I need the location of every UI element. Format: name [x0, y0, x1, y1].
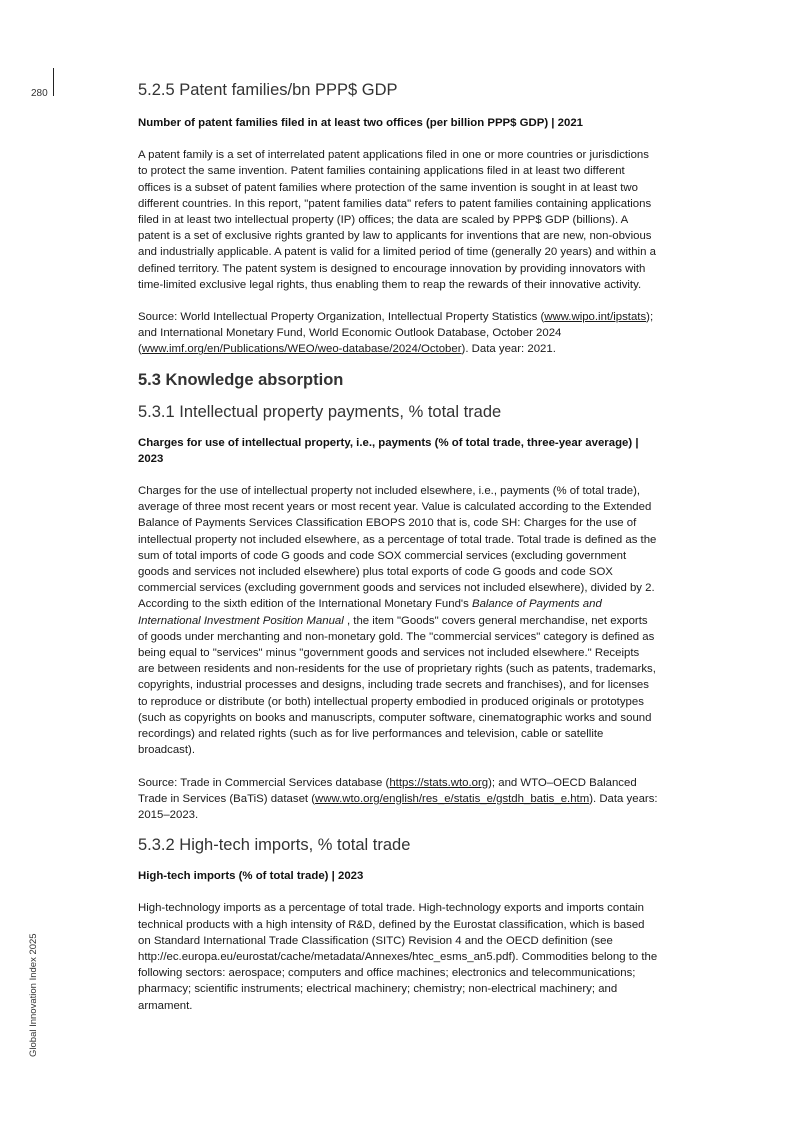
report-side-label: Global Innovation Index 2025 [28, 933, 39, 1057]
page-number: 280 [31, 88, 48, 99]
body-text: Charges for the use of intellectual property not included elsewhere, i.e., payments (% of total trade), average of three most recent years or most recent year. Value is calculated according to the Extended Balance of Payments Services Classification EBOPS 2010 that is, code SH: Charges for the use of intellectual property not included elsewhere, as a percentage of total trade. Total trade is defined as the sum of total imports of code G goods and code SOX commercial services (excluding government goods and services not included elsewhere) plus total exports of code G goods and code SOX commercial services (excluding government goods and services not included elsewhere), divided by 2. According to the sixth edition of the International Monetary Fund's [138, 485, 657, 611]
page-number-divider [53, 68, 54, 96]
section-5-3-2-subhead: High-tech imports (% of total trade) | 2023 [138, 870, 364, 883]
section-5-3-2-body: High-technology imports as a percentage of total trade. High-technology exports and imports contain technical products with a high intensity of R&D, defined by the Eurostat classification, which is based on Standard International Trade Classification (SITC) Revision 4 and the OECD definition (see http://ec.europa.eu/eurostat/cache/metadata/Annexes/htec_esms_an5.pdf). Commodities belong to the following sectors: aerospace; computers and office machines; electronics and telecommunications; pharmacy; scientific instruments; electrical machinery; chemistry; non-electrical machinery; and armament. [138, 902, 658, 1012]
source-text: ). Data year: 2021. [461, 343, 556, 356]
wto-stats-link[interactable]: https://stats.wto.org [389, 776, 489, 789]
section-5-2-5-source [138, 309, 658, 358]
source-text: ); and International Monetary Fund, World Economic Outlook Database, October 2024 ( [138, 311, 654, 356]
section-5-3-1-subhead: Charges for use of intellectual property, i.e., payments (% of total trade, three-year average) | 2023 [138, 436, 639, 465]
section-5-3-1-title: 5.3.1 Intellectual property payments, % total trade [138, 402, 502, 421]
source-text: ); and WTO–OECD Balanced Trade in Services (BaTiS) dataset ( [138, 776, 637, 805]
section-5-2-5-title: 5.2.5 Patent families/bn PPP$ GDP [138, 81, 398, 99]
source-text: ). Data years: 2015–2023. [138, 792, 658, 821]
section-5-3-2-title: 5.3.2 High-tech imports, % total trade [138, 836, 411, 855]
source-text: Source: Trade in Commercial Services database ( [138, 776, 390, 789]
wipo-ipstats-link[interactable]: www.wipo.int/ipstats [544, 311, 647, 324]
section-5-2-5-body: A patent family is a set of interrelated patent applications filed in one or more countries or jurisdictions to protect the same invention. Patent families containing applications filed in at least two different offices is a subset of patent families where protection of the same invention is sought in at least two different countries. In this report, "patent families data" refers to patent families containing applications filed in at least two intellectual property (IP) offices; the data are scaled by PPP$ GDP (billions). A patent is a set of exclusive rights granted by law to applicants for inventions that are new, non-obvious and industrially applicable. A patent is valid for a limited period of time (generally 20 years) and within a defined territory. The patent system is designed to encourage innovation by providing innovators with time-limited exclusive legal rights, thus enabling them to reap the rewards of their innovative activity. [138, 149, 656, 291]
section-5-3-1-source [138, 775, 658, 824]
section-5-3-1-body [138, 483, 658, 758]
section-5-3-title: 5.3 Knowledge absorption [138, 370, 344, 389]
source-text: Source: World Intellectual Property Organization, Intellectual Property Statistics ( [138, 311, 545, 324]
section-5-2-5-subhead: Number of patent families filed in at least two offices (per billion PPP$ GDP) | 2021 [138, 117, 583, 129]
body-text: , the item "Goods" covers general merchandise, net exports of goods under merchanting and non-monetary gold. The "commercial services" category is defined as being equal to "services" minus "government goods and services not included elsewhere." Receipts are between residents and non-residents for the use of proprietary rights (such as patents, trademarks, copyrights, industrial processes and designs, including trade secrets and franchises), and for licenses to reproduce or distribute (or both) intellectual property embodied in produced originals or prototypes (such as copyrights on books and manuscripts, computer software, cinematographic works and sound recordings) and related rights (such as for live performances and television, cable or satellite broadcast). [138, 614, 656, 757]
imf-weo-database-link[interactable]: www.imf.org/en/Publications/WEO/weo-database/2024/October [141, 343, 462, 356]
wto-batis-link[interactable]: www.wto.org/english/res_e/statis_e/gstdh_batis_e.htm [315, 792, 590, 805]
manual-title: Balance of Payments and International Investment Position Manual [138, 598, 602, 627]
main-content [138, 80, 658, 1014]
